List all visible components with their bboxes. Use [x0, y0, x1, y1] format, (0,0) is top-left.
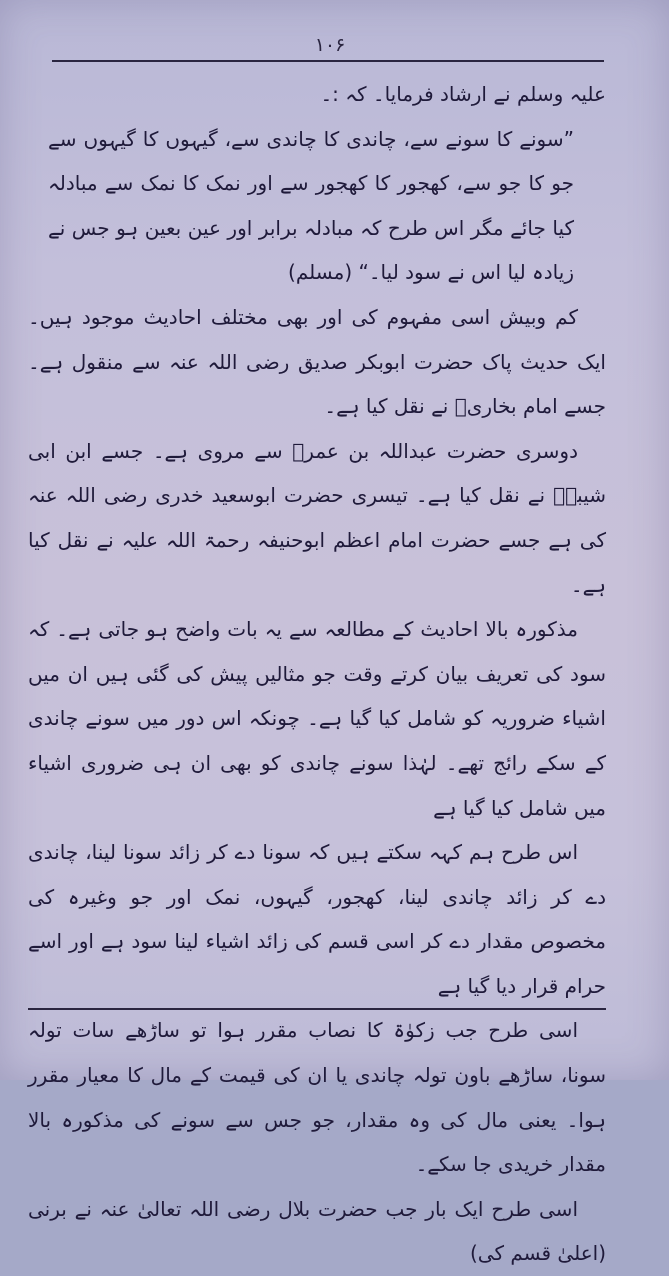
paragraph-intro: علیہ وسلم نے ارشاد فرمایا۔ کہ :۔: [320, 82, 606, 106]
paragraph: کم وبیش اسی مفہوم کی اور بھی مختلف احادیث موجود ہیں۔ ایک حدیث پاک حضرت ابوبکر صدیق رضی اللہ عنہ سے منقول ہے۔ جسے امام بخاریؒ نے نقل کیا ہے۔: [28, 304, 606, 419]
paragraph-continued: اسی طرح ایک بار جب حضرت بلال رضی اللہ تعالیٰ عنہ نے برنی (اعلیٰ قسم کی): [28, 1196, 606, 1266]
footer-rule: [28, 1008, 606, 1010]
page-body: [28, 72, 606, 1276]
paragraph: دوسری حضرت عبداللہ بن عمرؓ سے مروی ہے۔ جسے ابن ابی شیبہؒ نے نقل کیا ہے۔ تیسری حضرت ابوسعید خدری رضی اللہ عنہ کی ہے جسے حضرت امام اعظم ابوحنیفہ رحمۃ اللہ علیہ نے نقل کیا ہے۔: [28, 438, 606, 597]
paragraph: مذکورہ بالا احادیث کے مطالعہ سے یہ بات واضح ہو جاتی ہے۔ کہ سود کی تعریف بیان کرتے وقت جو مثالیں پیش کی گئی ہیں ان میں اشیاء ضروریہ کو شامل کیا گیا ہے۔ چونکہ اس دور میں سونے چاندی کے سکے رائج تھے۔ لہٰذا سونے چاندی کو بھی ان ہی ضروری اشیاء میں شامل کیا گیا ہے: [28, 617, 606, 820]
paragraph: اس طرح ہم کہہ سکتے ہیں کہ سونا دے کر زائد سونا لینا، چاندی دے کر زائد چاندی لینا، کھجور، گیہوں، نمک اور جو وغیرہ کی مخصوص مقدار دے کر اسی قسم کی زائد اشیاء لینا سود ہے اور اسے حرام قرار دیا گیا ہے: [28, 840, 606, 998]
page-number: ۱۰۶: [314, 34, 346, 56]
hadith-quote: ”سونے کا سونے سے، چاندی کا چاندی سے، گیہوں کا گیہوں سے جو کا جو سے، کھجور کا کھجور سے اور نمک کا نمک سے مبادلہ کیا جائے مگر اس طرح کہ مبادلہ برابر اور عین بعین ہو جس نے زیادہ لیا اس نے سود لیا۔“ (مسلم): [48, 126, 574, 285]
paragraph: اسی طرح جب زکوٰۃ کا نصاب مقرر ہوا تو ساڑھے سات تولہ سونا، ساڑھے باون تولہ چاندی یا ان کی قیمت کے مال کا معیار مقرر ہوا۔ یعنی مال کی وہ مقدار، جو جس سے سونے کی مذکورہ بالا مقدار خریدی جا سکے۔: [28, 1018, 606, 1177]
header-rule: [52, 60, 604, 62]
